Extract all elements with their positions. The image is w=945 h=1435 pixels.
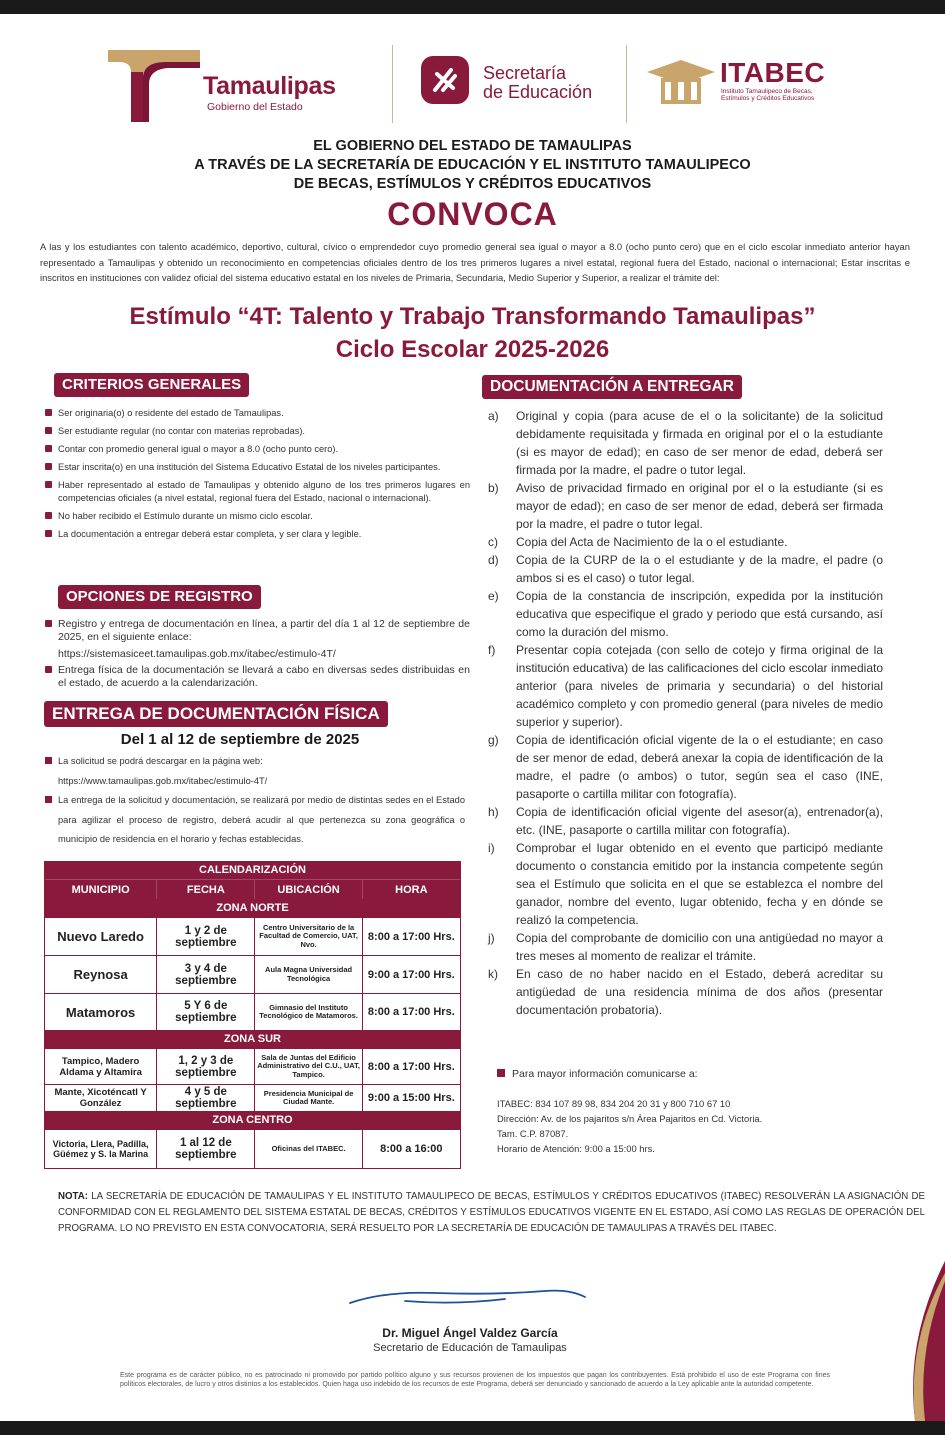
list-item [488,479,883,533]
cell-ubicacion: Presidencia Municipal de Ciudad Mante. [255,1085,362,1111]
entrega-web-block [45,752,465,850]
cell-fecha: 1 y 2 de septiembre [157,918,255,955]
item-text: Copia de identificación oficial vigente del asesor(a), entrenador(a), etc. (INE, pasaporte o cartilla militar con fotografía). [516,805,883,837]
column-header: HORA [395,883,428,896]
list-item [488,839,883,929]
registro-title: OPCIONES DE REGISTRO [58,585,261,609]
cell-fecha: 5 Y 6 de septiembre [157,994,255,1030]
entrega-title: ENTREGA DE DOCUMENTACIÓN FÍSICA [44,701,388,727]
program-cycle: Ciclo Escolar 2025-2026 [335,336,610,363]
entrega-dates: Del 1 al 12 de septiembre de 2025 [120,731,360,748]
item-letter: e) [488,589,499,603]
nota-paragraph [58,1189,925,1237]
table-row [45,994,460,1031]
divider [626,45,627,123]
tamaulipas-subtitle: Gobierno del Estado [207,101,303,113]
convoca-title: CONVOCA [387,196,558,232]
item-text: Aviso de privacidad firmado en original por el o la estudiante (si es mayor de edad); en caso de ser menor de edad, deberá ser firmada por la madre, el padre o tutor legal. [516,481,883,531]
item-letter: h) [488,805,499,819]
cell-fecha: 3 y 4 de septiembre [157,956,255,993]
calendar-title [45,862,460,880]
entrega-web-url[interactable]: https://www.tamaulipas.gob.mx/itabec/estimulo-4T/ [58,775,268,786]
graduation-cap-icon [645,58,717,108]
cell-hora: 8:00 a 17:00 Hrs. [367,1006,455,1018]
documentacion-title: DOCUMENTACIÓN A ENTREGAR [482,375,742,399]
cell-hora: 8:00 a 17:00 Hrs. [367,930,455,943]
list-item [488,551,883,587]
list-item: No haber recibido el Estímulo durante un mismo ciclo escolar. [45,510,470,523]
item-letter: k) [488,967,498,981]
cell-municipio: Tampico, Madero Aldama y Altamira [45,1049,157,1084]
contact-block [497,1068,827,1156]
cell-ubicacion: Sala de Juntas del Edificio Administrativo del C.U., UAT, Tampico. [255,1049,362,1084]
program-title: Estímulo “4T: Talento y Trabajo Transformando Tamaulipas” [129,303,816,330]
secretaria-line2: de Educación [483,82,593,102]
nota-label: NOTA: [58,1191,88,1202]
zone-header [45,900,460,918]
column-header: UBICACIÓN [255,880,362,899]
registro-list [45,618,470,646]
list-item: Contar con promedio general igual o mayor a 8.0 (ocho punto cero). [45,443,470,456]
item-text: Presentar copia cotejada (con sello de cotejo y firma original de la institución educativa) de las calificaciones del ciclo escolar inmediato anterior (para niveles de primaria y secundaria) o del historial académico completo y con promedio general (para niveles de medio superior y superior). [516,643,883,729]
registro-list-2 [45,664,470,694]
documentacion-list [488,407,883,1019]
cell-ubicacion: Gimnasio del Instituto Tecnológico de Matamoros. [255,994,362,1030]
list-item: Entrega física de la documentación se llevará a cabo en diversas sedes distribuidas en el estado, de acuerdo a la calendarización. [45,664,470,689]
zone-name: ZONA NORTE [216,902,289,914]
item-text: Original y copia (para acuse de el o la solicitante) de la solicitud debidamente requisitada y firmada en original por el o la estudiante (si es mayor de edad); en caso de ser menor de edad, deberá ser firmada por la madre, el padre o tutor legal. [516,409,883,477]
cell-municipio: Victoria, Llera, Padilla, Güémez y S. la Marina [45,1130,157,1168]
cell-fecha: 1, 2 y 3 de septiembre [157,1049,255,1084]
legal-disclaimer: Este programa es de carácter público, no es patrocinado ni promovido por partido político alguno y sus recursos provienen de los impuestos que pagan los contribuyentes. Está prohibido el uso de este Programa con fines políticos electorales, de lucro y otros distintos a los establecidos. Quien haga uso indebido de los recursos de este Programa, deberá ser denunciado y sancionado de acuerdo a la Ley aplicable ante la autoridad competente. [120,1372,830,1388]
contact-title: Para mayor información comunicarse a: [497,1068,827,1080]
zone-header [45,1112,460,1130]
item-letter: b) [488,481,499,495]
divider [392,45,393,123]
cell-hora: 9:00 a 15:00 Hrs. [367,1092,455,1104]
top-bar [0,0,945,14]
item-letter: g) [488,733,499,747]
item-letter: a) [488,409,499,423]
signatory-title: Secretario de Educación de Tamaulipas [373,1342,567,1354]
item-letter: d) [488,553,499,567]
item-text: Comprobar el lugar obtenido en el evento que participó mediante documento o constancia emitido por la instancia competente según sea el Estímulo que solicita en el que se establezca el nombre del ganador, nombre del evento, lugar obtenido, fecha y en dónde se realizó la competencia. [516,841,883,927]
table-row [45,1049,460,1085]
heading-line-2: A TRAVÉS DE LA SECRETARÍA DE EDUCACIÓN Y EL INSTITUTO TAMAULIPECO [194,157,751,173]
list-item [488,929,883,965]
cell-hora: 8:00 a 16:00 [380,1143,443,1155]
cell-municipio: Matamoros [45,994,157,1030]
calendar-title-text: CALENDARIZACIÓN [199,864,306,876]
list-item [488,407,883,479]
contact-hours: Horario de Atención: 9:00 a 15:00 hrs. [497,1143,655,1154]
cell-ubicacion: Centro Universitario de la Facultad de Comercio, UAT, Nvo. [255,918,362,955]
registro-online-text: Registro y entrega de documentación en línea, a partir del día 1 al 12 de septiembre de 2025, en el siguiente enlace: [58,618,470,643]
item-letter: f) [488,643,496,657]
entrega-sedes-text: La entrega de la solicitud y documentación, se realizará por medio de distintas sedes en el Estado para agilizar el proceso de registro, deberá acudir al que pertenezca su zona geográfica o municipio de residencia en el horario y fechas establecidas. [45,791,465,850]
list-item: Ser originaria(o) o residente del estado de Tamaulipas. [45,407,470,420]
itabec-subtitle: Instituto Tamaulipeco de Becas, Estímulos y Créditos Educativos [721,88,815,102]
item-letter: j) [488,931,495,945]
decorative-corner [825,1261,945,1421]
cell-fecha: 1 al 12 de septiembre [157,1130,255,1168]
list-item [488,533,883,551]
cell-hora: 9:00 a 17:00 Hrs. [367,968,455,981]
column-header: FECHA [157,880,255,899]
zone-name: ZONA SUR [223,1033,282,1045]
list-item [45,618,470,643]
item-text: Copia de la constancia de inscripción, expedida por la institución educativa que especifique el grado y periodo que está cursando, así como la duración del mismo. [516,589,883,639]
item-text: Copia del Acta de Nacimiento de la o el estudiante. [516,535,788,549]
nota-text: LA SECRETARÍA DE EDUCACIÓN DE TAMAULIPAS Y EL INSTITUTO TAMAULIPECO DE BECAS, ESTÍMULOS Y CRÉDITOS EDUCATIVOS (ITABEC) RESOLVERÁN LA ASIGNACIÓN DE CONFORMIDAD CON EL REGLAMENTO DEL SISTEMA ESTATAL DE BECAS, CRÉDITOS Y ESTÍMULOS EDUCATIVOS VIGENTE EN EL ESTADO, ASÍ COMO LAS REGLAS DE OPERACIÓN DEL PROGRAMA. LO NO PREVISTO EN ESTA CONVOCATORIA, SERÁ RESUELTO POR LA SECRETARÍA DE EDUCACIÓN DE TAMAULIPAS A TRAVÉS DEL ITABEC. [58,1191,925,1234]
table-row [45,1085,460,1112]
list-item: Haber representado al estado de Tamaulipas y obtenido alguno de los tres primeros lugares en competencias oficiales (a nivel estatal, regional fuera del Estado, nacional o internacional). [45,479,470,505]
list-item: La documentación a entregar deberá estar completa, y ser clara y legible. [45,528,470,541]
column-header: MUNICIPIO [45,880,157,899]
cell-ubicacion: Aula Magna Universidad Tecnológica [255,956,362,993]
table-row [45,956,460,994]
heading-line-1: EL GOBIERNO DEL ESTADO DE TAMAULIPAS [313,138,632,154]
secretaria-name [483,64,592,102]
table-row [45,918,460,956]
list-item [488,731,883,803]
entrega-web-text: La solicitud se podrá descargar en la página web: [45,752,465,772]
intro-paragraph: A las y los estudiantes con talento académico, deportivo, cultural, cívico o emprendedor cuyo promedio general sea igual o mayor a 8.0 (ocho punto cero) que en el ciclo escolar inmediato anterior hayan representado a Tamaulipas y obtenido un reconocimiento en competencias oficiales dentro de los tres primeros lugares a nivel estatal, regional fuera del Estado, nacional o internacional; Estar inscritas e inscritos en instituciones con validez oficial del sistema educativo estatal en los niveles de Primaria, Secundaria, Medio Superior y Superior, a realizar el trámite del: [40,241,910,283]
zone-header [45,1031,460,1049]
list-item: Ser estudiante regular (no contar con materias reprobadas). [45,425,470,438]
cell-ubicacion: Oficinas del ITABEC. [255,1130,362,1168]
list-item [488,965,883,1019]
item-text: Copia de identificación oficial vigente de la o el estudiante; en caso de ser menor de edad, deberá anexar la copia de identificación de la madre, el padre (o ambos) o tutor, según sea el caso (INE, pasaporte o cartilla militar con fotografía). [516,733,883,801]
item-text: Copia del comprobante de domicilio con una antigüedad no mayor a tres meses al momento de realizar el trámite. [516,931,883,963]
cell-municipio: Nuevo Laredo [45,918,157,955]
criterios-title: CRITERIOS GENERALES [54,373,249,397]
list-item: Estar inscrita(o) en una institución del Sistema Educativo Estatal de los niveles participantes. [45,461,470,474]
secretaria-line1: Secretaría [483,63,567,83]
itabec-name: ITABEC [720,57,826,88]
tamaulipas-name: Tamaulipas [203,72,336,100]
calendar-table [44,861,461,1169]
registro-link[interactable]: https://sistemasiceet.tamaulipas.gob.mx/itabec/estimulo-4T/ [58,648,336,660]
table-header [45,880,460,900]
criterios-list [45,407,470,546]
item-letter: c) [488,535,498,549]
table-row [45,1130,460,1168]
item-text: En caso de no haber nacido en el Estado, deberá acreditar su antigüedad de una residencia mínima de dos años (presentar documentación probatoria). [516,967,883,1017]
signatory-name: Dr. Miguel Ángel Valdez García [382,1326,558,1340]
heading-line-3: DE BECAS, ESTÍMULOS Y CRÉDITOS EDUCATIVOS [293,176,652,192]
zone-name: ZONA CENTRO [212,1114,293,1126]
bottom-bar [0,1421,945,1435]
contact-address: Dirección: Av. de los pajaritos s/n Área Pajaritos en Cd. Victoria. [497,1113,763,1124]
list-item [488,803,883,839]
item-text: Copia de la CURP de la o el estudiante y de la madre, el padre (o ambos si es el caso) o tutor legal. [516,553,883,585]
cell-municipio: Mante, Xicoténcatl Y González [45,1085,157,1111]
contact-phones: ITABEC: 834 107 89 98, 834 204 20 31 y 800 710 67 10 [497,1098,731,1109]
list-item [488,641,883,731]
item-letter: i) [488,841,495,855]
cell-fecha: 4 y 5 de septiembre [157,1085,255,1111]
list-item [488,587,883,641]
secretaria-logo-icon [421,56,469,104]
signature-icon [345,1285,605,1325]
contact-cp: Tam. C.P. 87087. [497,1128,569,1139]
cell-municipio: Reynosa [45,956,157,993]
cell-hora: 8:00 a 17:00 Hrs. [367,1060,455,1073]
